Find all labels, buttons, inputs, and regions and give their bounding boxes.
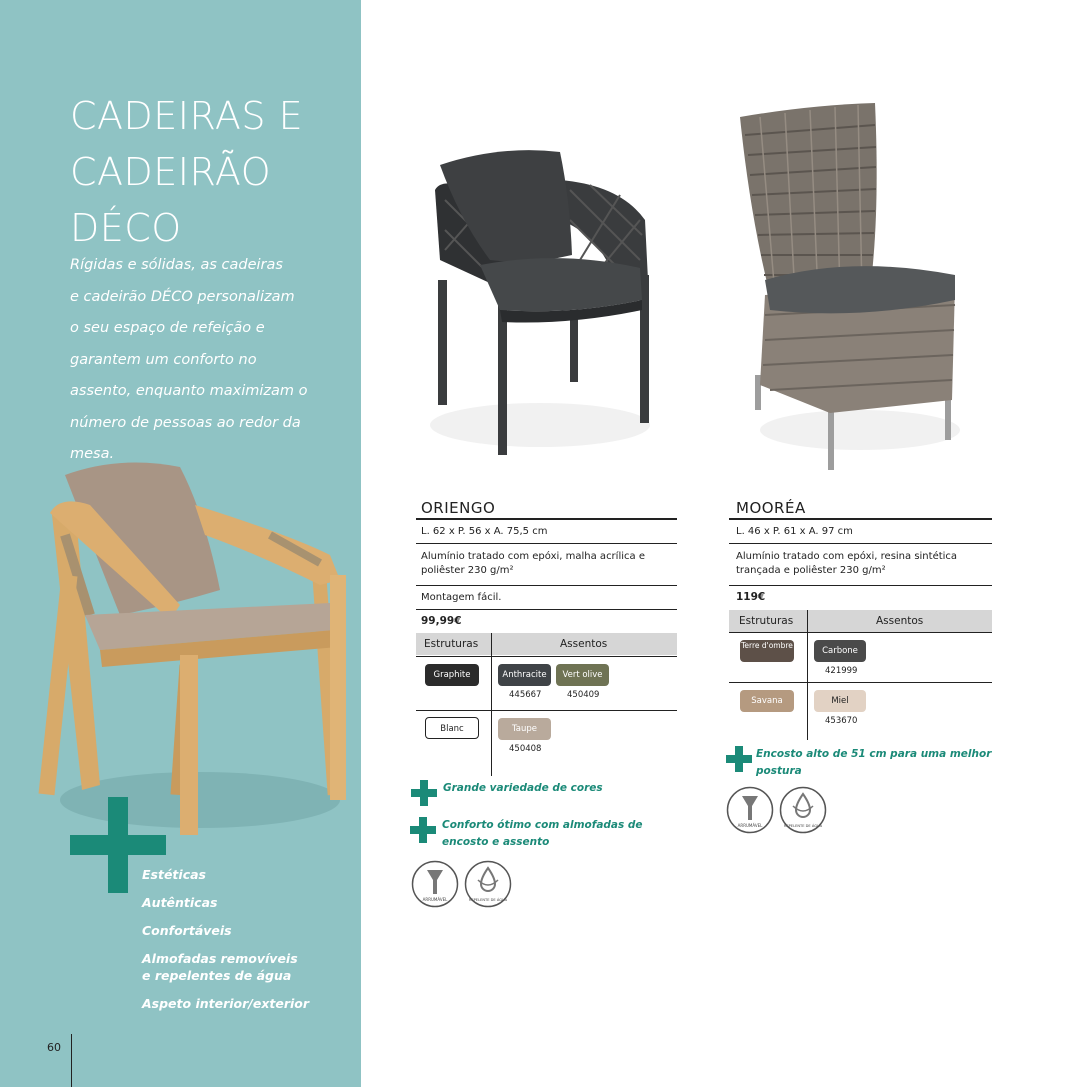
intro-line: número de pessoas ao redor da xyxy=(70,414,301,431)
divider xyxy=(729,585,992,586)
stackable-icon xyxy=(726,786,774,834)
swatch-carbone[interactable]: Carbone xyxy=(814,640,866,662)
col-structures: Estruturas xyxy=(739,615,794,627)
feature-note-line: encosto e assento xyxy=(442,836,550,848)
divider xyxy=(416,656,677,657)
intro-line: e cadeirão DÉCO personalizam xyxy=(70,288,295,305)
product-name: ORIENGO xyxy=(421,499,496,517)
plus-icon xyxy=(411,780,437,806)
feature-note-line: Encosto alto de 51 cm para uma melhor xyxy=(756,748,992,760)
page-number: 60 xyxy=(47,1041,61,1054)
divider xyxy=(416,518,677,520)
water-repellent-icon xyxy=(779,786,827,834)
feature-note xyxy=(410,817,643,851)
product-materials: trançada e poliêster 230 g/m² xyxy=(736,565,886,576)
intro-text xyxy=(70,250,320,471)
product-code: 421999 xyxy=(825,666,858,676)
table-column-divider xyxy=(491,633,492,776)
product-code: 445667 xyxy=(509,690,542,700)
divider xyxy=(729,632,992,633)
col-structures: Estruturas xyxy=(424,638,479,650)
swatch-savana[interactable]: Savana xyxy=(740,690,794,712)
swatch-vert-olive[interactable]: Vert olive xyxy=(556,664,609,686)
badge-label: ARRUMÁVEL xyxy=(737,823,763,828)
table-column-divider xyxy=(807,610,808,740)
feature-item: Estéticas xyxy=(142,867,206,882)
page-number-rule xyxy=(71,1034,72,1087)
product-price: 119€ xyxy=(736,591,766,603)
swatch-blanc[interactable]: Blanc xyxy=(425,717,479,739)
wooden-armchair-image xyxy=(30,455,360,840)
swatch-taupe[interactable]: Taupe xyxy=(498,718,551,740)
feature-note-line: Conforto ótimo com almofadas de xyxy=(442,819,643,831)
feature-note-text xyxy=(756,746,991,780)
divider xyxy=(729,543,992,544)
plus-icon xyxy=(726,746,752,772)
divider xyxy=(416,585,677,586)
swatch-miel[interactable]: Miel xyxy=(814,690,866,712)
intro-line: Rígidas e sólidas, as cadeiras xyxy=(70,257,283,273)
page-title xyxy=(70,88,350,256)
feature-note-line: postura xyxy=(756,765,802,777)
options-table-header xyxy=(416,633,677,655)
title-line: DÉCO xyxy=(70,206,182,250)
intro-line: garantem um conforto no xyxy=(70,351,257,368)
product-materials: Alumínio tratado com epóxi, malha acrílica e xyxy=(421,551,645,562)
feature-item: Confortáveis xyxy=(142,923,232,938)
product-materials: Alumínio tratado com epóxi, resina sintética xyxy=(736,551,958,562)
divider xyxy=(729,518,992,520)
plus-icon xyxy=(410,817,436,843)
stackable-icon xyxy=(411,860,459,908)
feature-note-text: Grande variedade de cores xyxy=(443,782,603,794)
product-code: 453670 xyxy=(825,716,858,726)
feature-item: Almofadas removíveis xyxy=(142,951,298,966)
divider xyxy=(416,543,677,544)
product-price: 99,99€ xyxy=(421,615,462,627)
col-seats: Assentos xyxy=(876,615,924,627)
divider xyxy=(416,609,677,610)
badge-label: REPELENTE DE ÁGUA xyxy=(468,898,508,902)
divider xyxy=(416,710,677,711)
swatch-terre-dombre[interactable]: Terre d'ombre xyxy=(740,640,794,662)
swatch-graphite[interactable]: Graphite xyxy=(425,664,479,686)
moorea-chair-image xyxy=(730,95,970,475)
feature-note xyxy=(411,780,603,806)
product-dimensions: L. 46 x P. 61 x A. 97 cm xyxy=(736,526,853,537)
title-line: CADEIRAS E xyxy=(70,94,304,138)
divider xyxy=(729,682,992,683)
product-name: MOORÉA xyxy=(736,499,806,517)
feature-item: e repelentes de água xyxy=(142,968,292,983)
sidebar-panel xyxy=(0,0,361,1087)
water-repellent-icon xyxy=(464,860,512,908)
col-seats: Assentos xyxy=(560,638,608,650)
intro-line: mesa. xyxy=(70,446,115,462)
product-dimensions: L. 62 x P. 56 x A. 75,5 cm xyxy=(421,526,548,537)
badge-label: ARRUMÁVEL xyxy=(422,897,448,902)
product-code: 450409 xyxy=(567,690,600,700)
feature-note-text xyxy=(442,817,643,851)
options-table-header xyxy=(729,610,992,632)
oriengo-chair-image xyxy=(420,140,660,470)
product-code: 450408 xyxy=(509,744,542,754)
feature-list xyxy=(142,866,309,1012)
title-line: CADEIRÃO xyxy=(70,150,272,194)
feature-item: Aspeto interior/exterior xyxy=(142,996,310,1011)
intro-line: assento, enquanto maximizam o xyxy=(70,383,308,399)
badge-label: REPELENTE DE ÁGUA xyxy=(783,824,823,828)
product-materials: poliêster 230 g/m² xyxy=(421,565,514,576)
product-assembly: Montagem fácil. xyxy=(421,592,502,603)
swatch-anthracite[interactable]: Anthracite xyxy=(498,664,551,686)
feature-note xyxy=(726,746,991,780)
feature-item: Autênticas xyxy=(142,895,218,910)
intro-line: o seu espaço de refeição e xyxy=(70,320,265,336)
